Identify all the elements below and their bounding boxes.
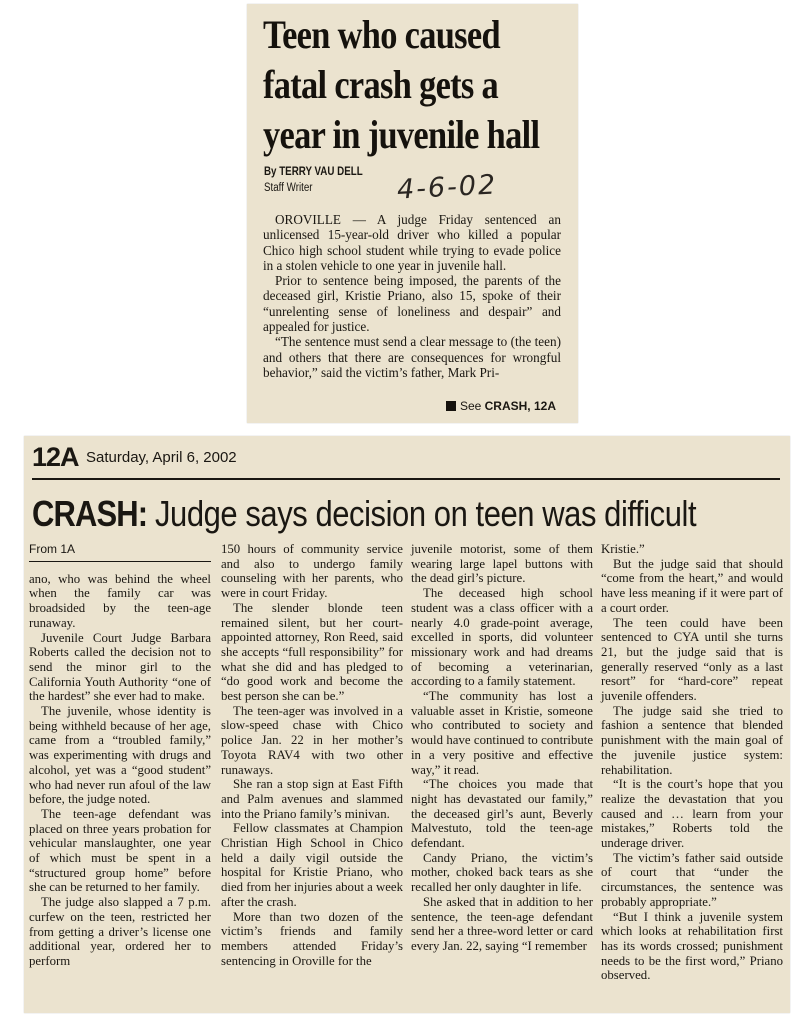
column-2	[221, 542, 403, 968]
paragraph: The juvenile, whose identity is being withheld because of her age, came from a “troubled family,” was experimenting with drugs and alcohol, yet was a “good student” who had never run afoul of the law before, the judge noted.	[29, 704, 211, 807]
paragraph: Prior to sentence being imposed, the parents of the deceased girl, Kristie Priano, also 15, spoke of their “unrelenting sense of loneliness and despair” and appealed for justice.	[263, 273, 561, 335]
page-number: 12A	[32, 442, 79, 472]
header-rule	[32, 478, 780, 480]
paragraph: OROVILLE — A judge Friday sentenced an unlicensed 15-year-old driver who killed a popular Chico high school student while trying to evade police in a stolen vehicle to one year in juvenile hall.	[263, 212, 561, 273]
paragraph: She ran a stop sign at East Fifth and Palm avenues and slammed into the Priano family’s minivan.	[221, 777, 403, 821]
paragraph: More than two dozen of the victim’s friends and family members attended Friday’s sentencing in Oroville for the	[221, 909, 403, 968]
paragraph: The teen-ager was involved in a slow-speed chase with Chico police Jan. 22 in her mother’s Toyota RAV4 with two other runaways.	[221, 703, 403, 777]
paragraph: The slender blonde teen remained silent, but her court-appointed attorney, Ron Reed, said she accepts “full responsibility” for what she did and has pledged to “do good work and become the best person she can be.”	[221, 600, 403, 704]
paragraph: “The community has lost a valuable asset in Kristie, someone who contributed to society and would have continued to contribute in a very positive and effective way,” it read.	[411, 689, 593, 777]
lead-story-text	[263, 212, 561, 380]
paragraph: “The choices you made that night has devastated our family,” the deceased girl’s aunt, Beverly Malvestuto, told the teen-age defendant.	[411, 777, 593, 851]
jump-reference	[446, 399, 556, 413]
paragraph: The judge also slapped a 7 p.m. curfew on the teen, restricted her from getting a driver’s license one additional year, ordered her to perform	[29, 895, 211, 968]
column-3	[411, 542, 593, 954]
paragraph: The victim’s father said outside of court that “under the circumstances, the sentence was probably appropriate.”	[601, 850, 783, 909]
paragraph: The deceased high school student was a class officer with a nearly 4.0 grade-point average, excelled in sports, did volunteer missionary work and had dreams of becoming a veterinarian, according to a family statement.	[411, 586, 593, 689]
paragraph: The judge said she tried to fashion a sentence that blended punishment with the main goal of the juvenile justice system: rehabilitation.	[601, 703, 783, 777]
column-1	[29, 542, 211, 969]
front-page-clipping	[247, 4, 578, 423]
page-date: Saturday, April 6, 2002	[86, 449, 237, 466]
paragraph: The teen could have been sentenced to CYA until she turns 21, but the judge said that is generally reserved “only as a last resort” for “hard-core” repeat juvenile offenders.	[601, 615, 783, 704]
paragraph: ano, who was behind the wheel when the family car was broadsided by the teen-age runaway.	[29, 571, 211, 630]
paragraph: But the judge said that should “come from the heart,” and would have less meaning if it were part of a court order.	[601, 556, 783, 615]
jump-target: CRASH, 12A	[484, 399, 556, 413]
headline-line: Teen who caused	[263, 12, 500, 57]
handwritten-date: 4-6-02	[396, 169, 498, 206]
paragraph: juvenile motorist, some of them wearing large lapel buttons with the dead girl’s picture.	[411, 542, 593, 586]
paragraph: “The sentence must send a clear message to (the teen) and others that there are consequences for wrongful behavior,” said the victim’s father, Mark Pri-	[263, 334, 561, 380]
column-4	[601, 542, 783, 983]
paragraph: Kristie.”	[601, 542, 645, 556]
jump-page-clipping	[24, 436, 790, 1013]
article-columns	[29, 542, 785, 1008]
square-bullet-icon	[446, 401, 456, 411]
headline-line: fatal crash gets a	[263, 62, 499, 107]
paragraph: She asked that in addition to her sentence, the teen-age defendant send her a three-word letter or card every Jan. 22, saying “I remember	[411, 894, 593, 953]
paragraph: “It is the court’s hope that you realize the devastation that you caused and … learn from your mistakes,” Roberts told the underage driver.	[601, 777, 783, 851]
continued-from-label: From 1A	[29, 542, 211, 562]
jump-headline	[32, 491, 696, 537]
paragraph: 150 hours of community service and also to undergo family counseling with her parents, who were in court Friday.	[221, 542, 403, 601]
paragraph: Candy Priano, the victim’s mother, choked back tears as she recalled her only daughter in life.	[411, 850, 593, 895]
headline-text: Judge says decision on teen was difficult	[154, 493, 697, 534]
front-headline	[263, 10, 540, 160]
headline-line: year in juvenile hall	[263, 112, 540, 157]
paragraph: Juvenile Court Judge Barbara Roberts called the decision not to send the minor girl to the California Youth Authority “one of the hardest” she ever had to make.	[29, 630, 211, 704]
headline-kicker: CRASH:	[32, 493, 148, 534]
jump-prefix: See	[459, 399, 482, 413]
paragraph: Fellow classmates at Champion Christian High School in Chico held a daily vigil outside the hospital for Kristie Priano, who died from her injuries about a week after the crash.	[221, 821, 403, 909]
byline: By TERRY VAU DELL	[264, 166, 363, 178]
paragraph: “But I think a juvenile system which looks at rehabilitation first has its words crossed; punishment needs to be the first word,” Priano observed.	[601, 909, 783, 983]
paragraph: The teen-age defendant was placed on three years probation for vehicular manslaughter, one year of which must be spent in a “structured group home” before she can be returned to her family.	[29, 806, 211, 895]
byline-role: Staff Writer	[264, 182, 313, 194]
